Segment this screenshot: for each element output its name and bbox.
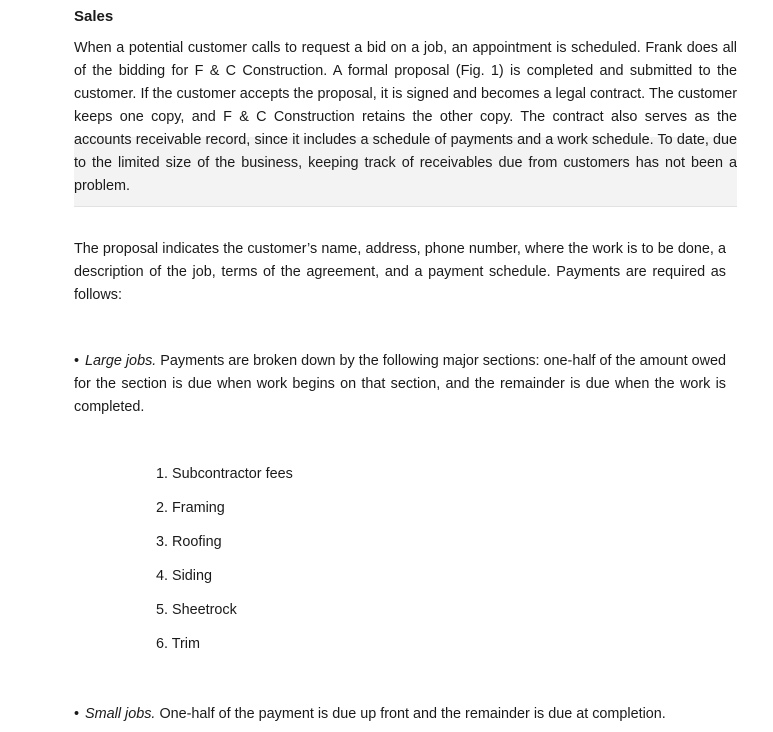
large-jobs-term: Large jobs. xyxy=(85,353,157,369)
intro-paragraph: When a potential customer calls to request a bid on a job, an appointment is scheduled. Frank does all of the bidding for F & C Construction. A formal proposal (Fig. 1) is completed and submitted to the customer. If the customer accepts the proposal, it is signed and becomes a legal contract. The customer keeps one copy, and F & C Construction retains the other copy. The contract also serves as the accounts receivable record, since it includes a schedule of payments and a work schedule. To date, due to the limited size of the business, keeping track of receivables due from customers has not been a problem. xyxy=(74,37,737,207)
bullet-dot: • xyxy=(74,706,80,722)
section-heading: Sales xyxy=(74,8,114,25)
large-jobs-bullet xyxy=(74,350,726,419)
list-item: 3. Roofing xyxy=(156,534,222,550)
list-item: 2. Framing xyxy=(156,500,225,516)
small-jobs-text: One-half of the payment is due up front and the remainder is due at completion. xyxy=(159,706,666,722)
list-item: 5. Sheetrock xyxy=(156,602,237,618)
list-item: 1. Subcontractor fees xyxy=(156,466,293,482)
proposal-paragraph: The proposal indicates the customer’s name, address, phone number, where the work is to be done, a description of the job, terms of the agreement, and a payment schedule. Payments are required as follows: xyxy=(74,241,726,303)
list-item: 6. Trim xyxy=(156,636,200,652)
small-jobs-bullet xyxy=(74,703,744,726)
large-jobs-text: Payments are broken down by the following major sections: one-half of the amount owed for the section is due when work begins on that section, and the remainder is due when the work is completed. xyxy=(74,353,726,415)
list-item: 4. Siding xyxy=(156,568,213,584)
payment-sections-list xyxy=(156,463,293,667)
bullet-dot: • xyxy=(74,353,80,369)
small-jobs-term: Small jobs. xyxy=(85,706,156,722)
